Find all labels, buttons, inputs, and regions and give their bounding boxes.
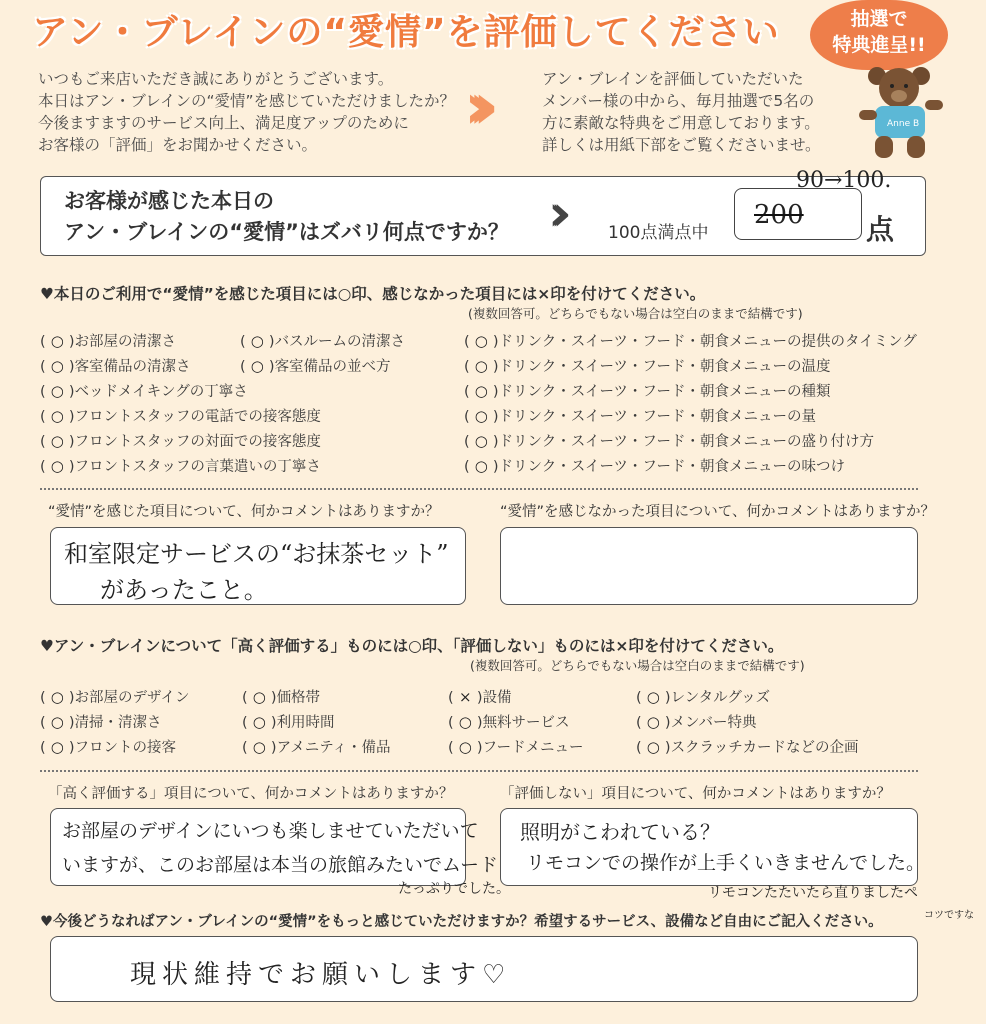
circle-mark-icon: ○ [252, 713, 266, 731]
lottery-badge [810, 0, 948, 70]
circle-mark-icon: ○ [646, 738, 660, 756]
comment-question-positive: “愛情”を感じた項目について、何かコメントはありますか？ [48, 504, 440, 520]
cross-mark-icon: × [458, 688, 472, 706]
rating-item[interactable]: ( ○ )フードメニュー [448, 738, 584, 756]
checklist-item[interactable]: ( ○ )フロントスタッフの電話での接客態度 [40, 407, 321, 425]
chevron-right-icon: ››› [464, 70, 478, 144]
rating-item[interactable]: ( ○ )スクラッチカードなどの企画 [636, 738, 859, 756]
circle-mark-icon: ○ [252, 738, 266, 756]
checklist-item[interactable]: ( ○ )ドリンク・スイーツ・フード・朝食メニューの種類 [464, 382, 831, 400]
rating-item[interactable]: ( ○ )フロントの接客 [40, 738, 177, 756]
handwritten-comment: いますが、このお部屋は本当の旅館みたいでムード [62, 854, 499, 876]
checklist-item[interactable]: ( ○ )ベッドメイキングの丁寧さ [40, 382, 248, 400]
score-unit: 点 [866, 213, 895, 246]
handwritten-answer: 現状維持でお願いします♡ [130, 960, 512, 990]
section2-heading: ♥アン・ブレインについて「高く評価する」ものには○印、「評価しない」ものには×印を付けてください。 [40, 637, 784, 655]
circle-mark-icon: ○ [474, 332, 488, 350]
intro-line: いつもご来店いただき誠にありがとうございます。 [38, 70, 394, 88]
score-question-line1: お客様が感じた本日の [64, 189, 274, 213]
final-question: ♥今後どうなればアン・ブレインの“愛情”をもっと感じていただけますか？希望するサービス、設備など自由にご記入ください。 [40, 914, 883, 930]
intro-line: アン・ブレインを評価していただいた [542, 70, 804, 88]
rating-item[interactable]: ( ○ )アメニティ・備品 [242, 738, 391, 756]
comment-question-low: 「評価しない」項目について、何かコメントはありますか？ [500, 786, 891, 802]
teddy-bear-mascot [855, 64, 950, 164]
circle-mark-icon: ○ [252, 688, 266, 706]
intro-line: 方に素敵な特典をご用意しております。 [542, 114, 820, 132]
intro-line: お客様の「評価」をお聞かせください。 [38, 136, 318, 154]
rating-item[interactable]: ( ○ )価格帯 [242, 688, 321, 706]
score-question-line2: アン・ブレインの“愛情”はズバリ何点ですか？ [64, 220, 509, 244]
circle-mark-icon: ○ [50, 357, 64, 375]
circle-mark-icon: ○ [50, 713, 64, 731]
lottery-line2: 特典進呈!! [832, 34, 926, 56]
circle-mark-icon: ○ [458, 713, 472, 731]
checklist-item[interactable]: ( ○ )ドリンク・スイーツ・フード・朝食メニューの盛り付け方 [464, 432, 874, 450]
handwritten-comment: リモコンたたいたら直りましたペ [708, 885, 918, 901]
divider [40, 488, 918, 490]
intro-right [542, 68, 821, 156]
circle-mark-icon: ○ [250, 357, 264, 375]
max-score-label: 100点満点中 [608, 223, 709, 243]
score-question [64, 186, 509, 248]
handwritten-comment: 和室限定サービスの“お抹茶セット” [64, 540, 449, 568]
form-title: アン・ブレインの“愛情”を評価してください [32, 12, 780, 53]
section1-heading: ♥本日のご利用で“愛情”を感じた項目には○印、感じなかった項目には×印を付けてください。 [40, 285, 706, 303]
chevron-right-icon: ››› [548, 184, 554, 242]
circle-mark-icon: ○ [50, 432, 64, 450]
handwritten-comment: コツですな [924, 910, 974, 921]
rating-item[interactable]: ( ○ )無料サービス [448, 713, 570, 731]
circle-mark-icon: ○ [50, 332, 64, 350]
handwritten-comment: 照明がこわれている？ [520, 820, 720, 844]
comment-question-negative: “愛情”を感じなかった項目について、何かコメントはありますか？ [500, 504, 935, 520]
circle-mark-icon: ○ [474, 457, 488, 475]
checklist-item[interactable]: ( ○ )フロントスタッフの対面での接客態度 [40, 432, 321, 450]
rating-item[interactable]: ( ○ )レンタルグッズ [636, 688, 771, 706]
circle-mark-icon: ○ [50, 382, 64, 400]
intro-line: 今後ますますのサービス向上、満足度アップのために [38, 114, 409, 132]
divider [40, 770, 918, 772]
circle-mark-icon: ○ [50, 688, 64, 706]
circle-mark-icon: ○ [458, 738, 472, 756]
comment-box-negative[interactable] [500, 527, 918, 605]
circle-mark-icon: ○ [474, 382, 488, 400]
checklist-item[interactable]: ( ○ )客室備品の清潔さ [40, 357, 191, 375]
comment-question-high: 「高く評価する」項目について、何かコメントはありますか？ [48, 786, 454, 802]
checklist-item[interactable]: ( ○ )バスルームの清潔さ [240, 332, 406, 350]
circle-mark-icon: ○ [646, 713, 660, 731]
bear-shirt-text: Anne B [887, 119, 920, 129]
section1-note: (複数回答可。どちらでもない場合は空白のままで結構です) [468, 306, 803, 321]
struck-score: 200 [754, 200, 804, 230]
handwritten-comment: たっぷりでした。 [398, 881, 510, 897]
checklist-item[interactable]: ( ○ )ドリンク・スイーツ・フード・朝食メニューの量 [464, 407, 816, 425]
circle-mark-icon: ○ [50, 407, 64, 425]
corrected-score: 90→100. [796, 168, 892, 193]
intro-left [38, 68, 455, 156]
checklist-item[interactable]: ( ○ )客室備品の並べ方 [240, 357, 391, 375]
checklist-item[interactable]: ( ○ )ドリンク・スイーツ・フード・朝食メニューの味つけ [464, 457, 845, 475]
intro-line: 詳しくは用紙下部をご覧くださいませ。 [542, 136, 821, 154]
circle-mark-icon: ○ [474, 357, 488, 375]
checklist-item[interactable]: ( ○ )ドリンク・スイーツ・フード・朝食メニューの提供のタイミング [464, 332, 917, 350]
section2-note: (複数回答可。どちらでもない場合は空白のままで結構です) [470, 658, 805, 673]
handwritten-comment: お部屋のデザインにいつも楽しませていただいて [62, 820, 479, 842]
intro-line: メンバー様の中から、毎月抽選で5名の [542, 92, 815, 110]
circle-mark-icon: ○ [474, 407, 488, 425]
rating-item[interactable]: ( ○ )お部屋のデザイン [40, 688, 190, 706]
circle-mark-icon: ○ [474, 432, 488, 450]
handwritten-comment: リモコンでの操作が上手くいきませんでした。 [526, 852, 926, 874]
intro-line: 本日はアン・ブレインの“愛情”を感じていただけましたか？ [38, 92, 456, 110]
checklist-item[interactable]: ( ○ )フロントスタッフの言葉遣いの丁寧さ [40, 457, 321, 475]
circle-mark-icon: ○ [646, 688, 660, 706]
rating-item[interactable]: ( ○ )清掃・清潔さ [40, 713, 162, 731]
rating-item[interactable]: ( ○ )メンバー特典 [636, 713, 757, 731]
rating-item[interactable]: ( × )設備 [448, 688, 512, 706]
circle-mark-icon: ○ [50, 457, 64, 475]
checklist-item[interactable]: ( ○ )お部屋の清潔さ [40, 332, 177, 350]
checklist-item[interactable]: ( ○ )ドリンク・スイーツ・フード・朝食メニューの温度 [464, 357, 831, 375]
handwritten-comment: があったこと。 [100, 576, 268, 604]
lottery-line1: 抽選で [850, 8, 908, 30]
rating-item[interactable]: ( ○ )利用時間 [242, 713, 335, 731]
circle-mark-icon: ○ [50, 738, 64, 756]
circle-mark-icon: ○ [250, 332, 264, 350]
